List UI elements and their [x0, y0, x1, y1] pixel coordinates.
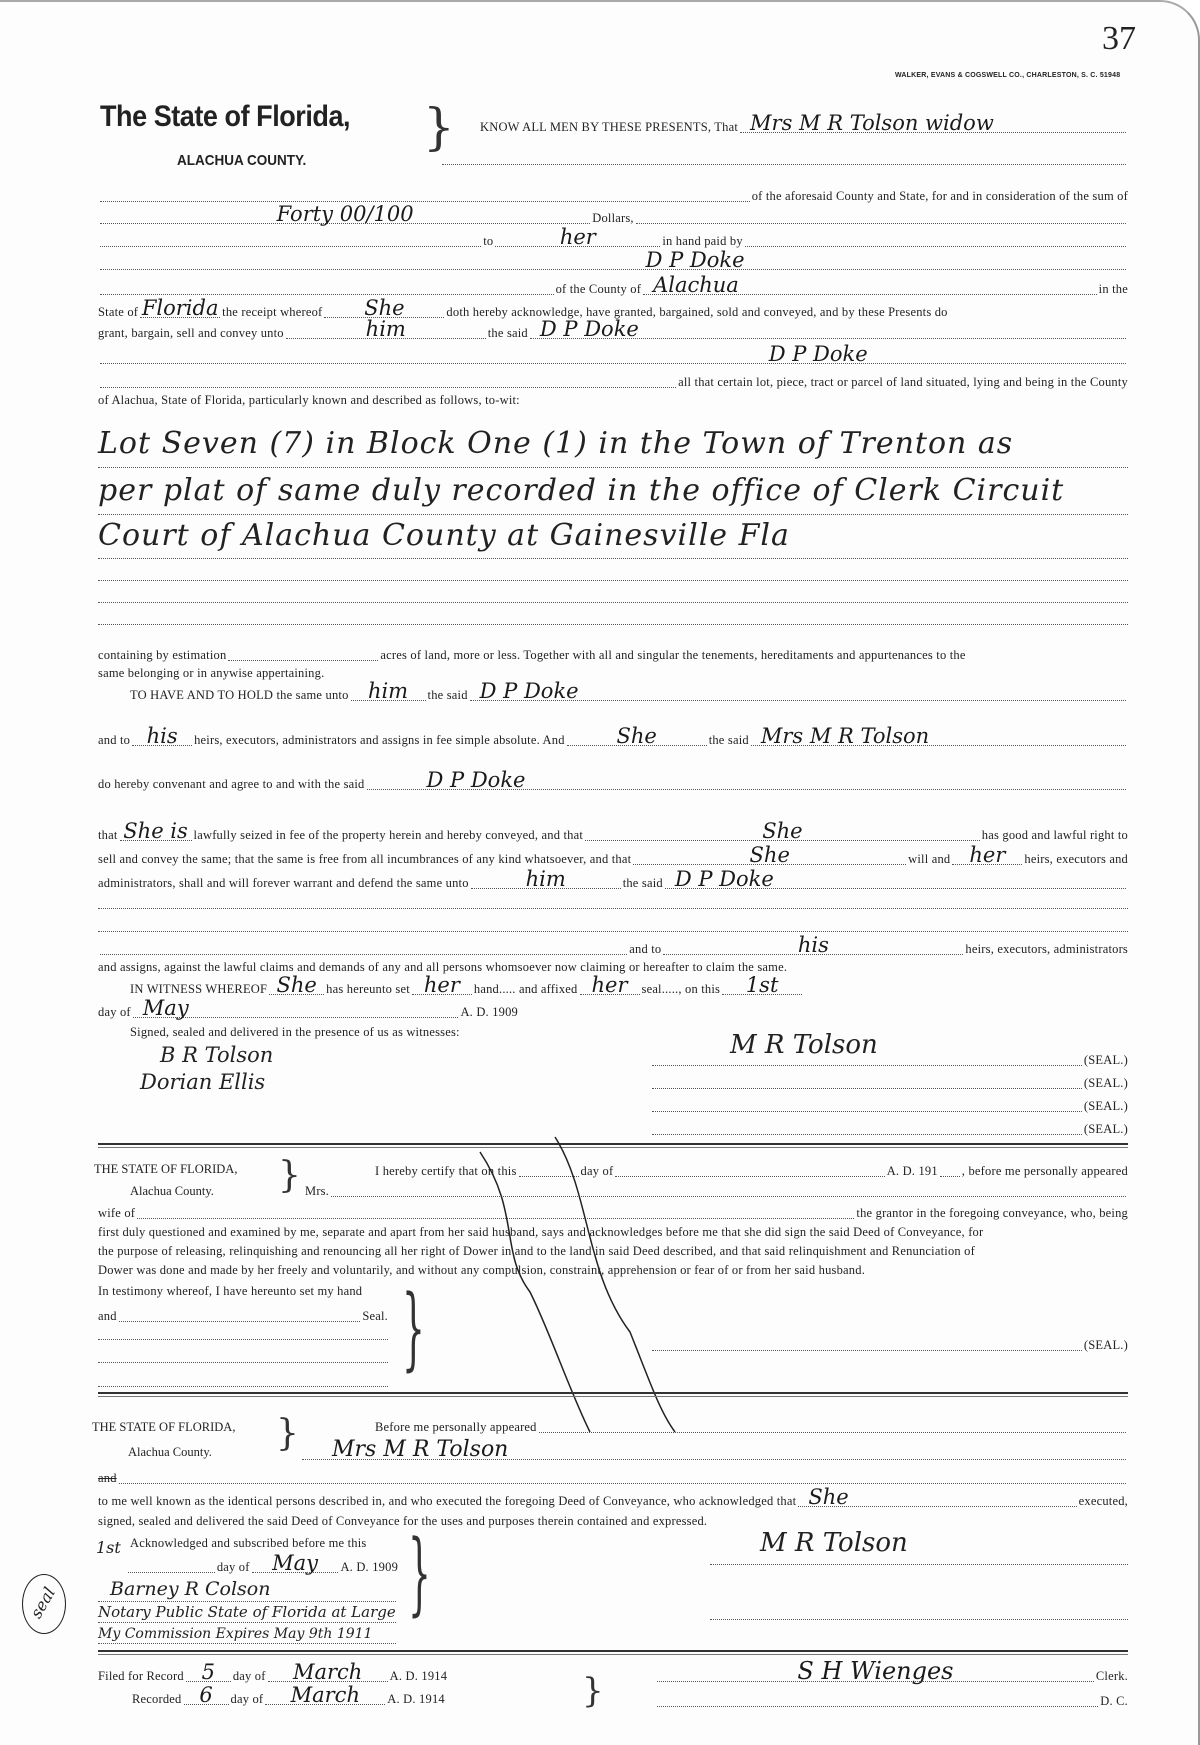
- witness-signature: Dorian Ellis: [140, 1070, 266, 1094]
- publisher-imprint: WALKER, EVANS & COGSWELL CO., CHARLESTON, S. C. 51948: [895, 72, 1121, 79]
- land-description-line: Lot Seven (7) in Block One (1) in the Town of Trenton as: [98, 426, 1014, 461]
- grantor-signature: M R Tolson: [760, 1528, 908, 1558]
- section-divider: [98, 1392, 1128, 1397]
- sum-handwriting: Forty 00/100: [276, 202, 414, 226]
- acknowledger-handwriting: Mrs M R Tolson: [332, 1437, 509, 1462]
- county-heading: ALACHUA COUNTY.: [177, 152, 307, 169]
- grantor-handwriting: Mrs M R Tolson widow: [750, 111, 994, 135]
- witness-signature: B R Tolson: [160, 1043, 274, 1067]
- deed-page: 37 WALKER, EVANS & COGSWELL CO., CHARLESTON, S. C. 51948 The State of Florida, ALACHUA COUNTY. } KNOW ALL MEN BY THESE PRESENTS, That Mrs M R Tolson widow of the aforesaid County and State, for and in consideration of the sum of Forty 00/100 Dollars, to her in hand paid by D P Doke of the County of Alachua in the State of Florida the receipt whereof She doth hereby acknowledge, have granted, bargained, sold and conveyed, and by these Presents do grant, bargain, sell and convey unto him the said D P Doke D P Doke all that certain lot, piece, tract or parcel of land situated, lying and being in the County of Alachua, State of Florida, particularly known and described as follows, to-wit: Lot Seven (7) in Block One (1) in the Town of Trenton as per plat of same duly recorded in the office of Clerk Circuit Court of Alachua County at Gainesville Fla containing by estimation acres of land, more or less. Together with all and singular the tenements, hereditaments and appurtenances to the same belonging or in anywise appertaining. TO HAVE AND TO HOLD the same unto him the said D P Doke and to his heirs, executors, administrators and assigns in fee simple absolute. And She the said Mrs M R Tolson do hereby convenant and agree to and with the said D P Doke that She is lawfully seized in fee of the property herein and hereby conveyed, and that She has good and lawful right to sell and convey the same; that the same is free from all incumbrances of any kind whatsoever, and that She will and her heirs, executors and administrators, shall and will forever warrant and defend the same unto him the said D P Doke and to his heirs, executors, administrators and assigns, against the lawful claims and demands of any and all persons whomsoever now claiming or hereafter to claim the same. IN WITNESS WHEREOF She has hereunto set her hand..... and affixed her seal....., on this 1st day of May A. D. 190 9 Signed, sealed and delivered in the presence of us as witnesses: B R Tolson Dorian Ellis M R Tolson (SEAL.) (SEAL.) (SEAL.) (SEAL.) THE STATE OF FLORIDA, Alachua County. } I hereby certify that on this day of A. D. 191 , before me personally appeared Mrs. wife of the grantor in the foregoing conveyance, who, being first duly questioned and examined by me, separate and apart from her said husband, says and acknowledges before me that she did sign the said Deed of Conveyance, for the purpose of releasing, relinquishing and renouncing all her right of Dower in and to the land in said Deed described, and that said relinquishment and Renunciation of Dower was done and made by her freely and voluntarily, and without any compulsion, constraint, apprehension or fear of or from her said husband. In testimony whereof, I have hereunto set my hand and Seal. } (SEAL.) THE STATE OF FLORIDA, Alachua County. } Before me personally appeared Mrs M R Tolson and to me well known as the identical persons described in, and who executed the foregoing Deed of Conveyance, who acknowledged that She executed, signed, sealed and delivered the said Deed of Conveyance for the uses and purposes therein contained and expressed. Acknowledged and subscribed before me this 1st day of May A. D. 190 9 Barney R Colson Notary Public State of Florida at Large My Commission Expires May 9th 1911 seal } M R Tolson Filed for Record 5 day of March A. D. 191 4 Recorded 6 day of March A. D. 191 4 } S H Wienges Clerk. D. C.: [0, 0, 1200, 1745]
- document-title: The State of Florida,: [100, 100, 351, 133]
- clerk-signature: S H Wienges: [797, 1657, 954, 1685]
- grantee-handwriting: D P Doke: [645, 248, 745, 272]
- section-divider: [98, 1650, 1128, 1655]
- page-number: 37: [1102, 20, 1136, 57]
- land-description-line: Court of Alachua County at Gainesville Fla: [98, 518, 790, 553]
- notary-seal-mark: seal: [22, 1574, 66, 1634]
- grantor-signature: M R Tolson: [730, 1030, 878, 1060]
- land-description-line: per plat of same duly recorded in the office of Clerk Circuit: [98, 473, 1065, 508]
- notary-signature: Barney R Colson: [110, 1578, 271, 1600]
- brace: }: [423, 98, 455, 156]
- know-all-line: KNOW ALL MEN BY THESE PRESENTS, That Mrs M R Tolson widow: [480, 118, 1128, 136]
